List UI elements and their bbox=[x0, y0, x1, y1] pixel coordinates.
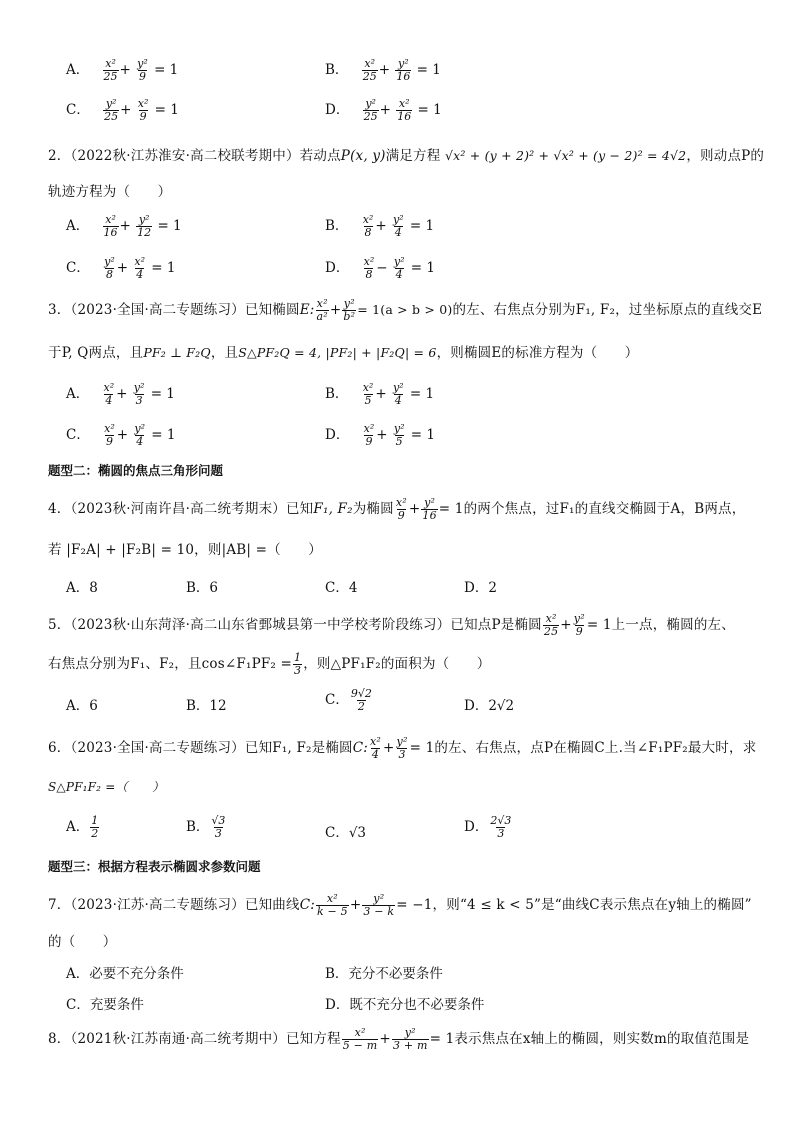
q7-option-d[interactable]: D．既不充分也不必要条件 bbox=[325, 997, 485, 1013]
q2-stem-line1: 2．（2022秋·江苏淮安·高二校联考期中）若动点P(x, y)满足方程 √x² + (y + 2)² + √x² + (y − 2)² = 4√2，则动点P的 bbox=[48, 148, 765, 164]
q2-stem-line2: 轨迹方程为（ ） bbox=[48, 184, 172, 200]
section-heading-3: 题型三：根据方程表示椭圆求参数问题 bbox=[48, 859, 261, 874]
q5-option-b[interactable]: B．12 bbox=[186, 698, 227, 714]
q3-option-b[interactable]: B． $\frac{\text{x²}}{5}$ + $\frac{\text{y²}}{4}$ = 1 bbox=[325, 381, 435, 407]
q4-option-b[interactable]: B．6 bbox=[186, 580, 219, 596]
q3-stem-line2: 于P, Q两点，且PF₂ ⊥ F₂Q，且S△PF₂Q = 4, |PF₂| + |F₂Q| = 6，则椭圆E的标准方程为（ ） bbox=[48, 345, 639, 361]
q7-stem-line1: 7．（2023·江苏·高二专题练习）已知曲线C: $\frac{\text{x²}}{k - 5}$ + $\frac{\text{y²}}{3 - k}$ = −1，则“4 ≤ k < 5”是“曲线C表示焦点在y轴上的椭圆” bbox=[48, 892, 752, 918]
q8-stem-line1: 8．（2021秋·江苏南通·高二统考期中）已知方程 $\frac{\text{x²}}{5 - m}$ + $\frac{\text{y²}}{3 + m}$ = 1表示焦点在x轴上的椭圆，则实数m的取值范围是 bbox=[48, 1026, 750, 1052]
q4-option-c[interactable]: C．4 bbox=[325, 580, 358, 596]
q1-option-c[interactable]: C． $\frac{\text{y²}}{25}$ + $\frac{\text{x²}}{9}$ = 1 bbox=[66, 97, 179, 123]
q2-option-c[interactable]: C． $\frac{\text{y²}}{8}$ + $\frac{\text{x²}}{4}$ = 1 bbox=[66, 255, 176, 281]
q4-stem-line2: 若 |F₂A| + |F₂B| = 10，则|AB| =（ ） bbox=[48, 542, 322, 558]
q3-option-c[interactable]: C． $\frac{\text{x²}}{9}$ + $\frac{\text{y²}}{4}$ = 1 bbox=[66, 422, 176, 448]
q4-stem-line1: 4．（2023秋·河南许昌·高二统考期末）已知F₁, F₂为椭圆 $\frac{\text{x²}}{9}$ + $\frac{\text{y²}}{16}$ = 1的两个焦点，过F₁的直线交椭圆于A，B两点， bbox=[48, 496, 746, 522]
q1-option-a[interactable]: A． $\frac{\text{x²}}{25}$ + $\frac{\text{y²}}{9}$ = 1 bbox=[66, 57, 179, 83]
q1-option-b[interactable]: B． $\frac{\text{x²}}{25}$ + $\frac{\text{y²}}{16}$ = 1 bbox=[325, 57, 441, 83]
section-heading-2: 题型二：椭圆的焦点三角形问题 bbox=[48, 463, 224, 478]
q7-stem-line2: 的（ ） bbox=[48, 934, 117, 950]
q5-option-c[interactable]: C． $\frac{9√2}{2}$ bbox=[325, 687, 372, 713]
q4-option-d[interactable]: D．2 bbox=[464, 580, 497, 596]
q2-option-a[interactable]: A． $\frac{\text{x²}}{16}$ + $\frac{\text{y²}}{12}$ = 1 bbox=[66, 213, 182, 239]
q6-stem-line2: S△PF₁F₂ =（ ） bbox=[48, 780, 165, 794]
q7-option-c[interactable]: C．充要条件 bbox=[66, 997, 144, 1013]
q2-option-d[interactable]: D． $\frac{\text{x²}}{8}$ − $\frac{\text{y²}}{4}$ = 1 bbox=[325, 255, 435, 281]
q7-option-a[interactable]: A．必要不充分条件 bbox=[66, 966, 184, 982]
q3-stem-line1: 3．（2023·全国·高二专题练习）已知椭圆E: $\frac{\text{x²}}{\text{a²}}$ + $\frac{\text{y²}}{\text{b²}}$ = 1(a > b > 0)的左、右焦点分别为F₁, F₂，过坐标原点的直线交E bbox=[48, 297, 763, 323]
q5-option-d[interactable]: D．2√2 bbox=[464, 698, 515, 714]
q7-option-b[interactable]: B．充分不必要条件 bbox=[325, 966, 443, 982]
q5-stem-line2: 右焦点分别为F₁、F₂，且cos∠F₁PF₂ = $\frac{1}{3}$ ，则△PF₁F₂的面积为（ ） bbox=[48, 651, 491, 677]
q5-option-a[interactable]: A．6 bbox=[66, 698, 98, 714]
q1-option-d[interactable]: D． $\frac{\text{y²}}{25}$ + $\frac{\text{x²}}{16}$ = 1 bbox=[325, 97, 442, 123]
q6-option-a[interactable]: A． $\frac{1}{2}$ bbox=[66, 814, 99, 840]
q2-option-b[interactable]: B． $\frac{\text{x²}}{8}$ + $\frac{\text{y²}}{4}$ = 1 bbox=[325, 213, 435, 239]
q6-option-d[interactable]: D． $\frac{2√3}{3}$ bbox=[464, 814, 512, 840]
q3-option-d[interactable]: D． $\frac{\text{x²}}{9}$ + $\frac{\text{y²}}{5}$ = 1 bbox=[325, 422, 435, 448]
q6-option-b[interactable]: B． $\frac{√3}{3}$ bbox=[186, 814, 226, 840]
q6-option-c[interactable]: C．√3 bbox=[325, 825, 367, 841]
q5-stem-line1: 5．（2023秋·山东菏泽·高二山东省鄄城县第一中学校考阶段练习）已知点P是椭圆 $\frac{\text{x²}}{25}$ + $\frac{\text{y²}}{9}$ = 1上一点，椭圆的左、 bbox=[48, 612, 735, 638]
q4-option-a[interactable]: A．8 bbox=[66, 580, 98, 596]
q6-stem-line1: 6．（2023·全国·高二专题练习）已知F₁, F₂是椭圆C: $\frac{\text{x²}}{4}$ + $\frac{\text{y²}}{3}$ = 1的左、右焦点，点P在椭圆C上.当∠F₁PF₂最大时，求 bbox=[48, 735, 757, 761]
q3-option-a[interactable]: A． $\frac{\text{x²}}{4}$ + $\frac{\text{y²}}{3}$ = 1 bbox=[66, 381, 175, 407]
